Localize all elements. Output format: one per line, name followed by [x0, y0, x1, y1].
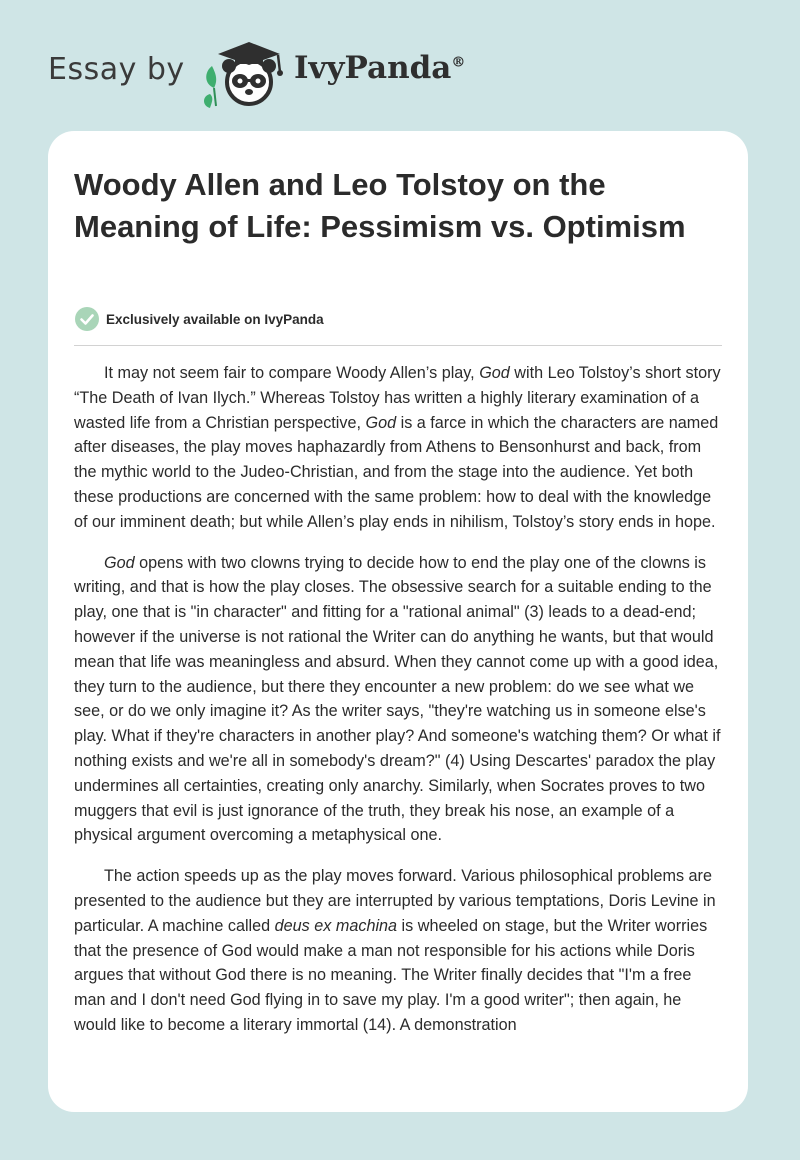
registered-mark: ®: [451, 54, 466, 71]
paragraph: God opens with two clowns trying to decide how to end the play one of the clowns is writing, and that is how the play closes. The obsessive search for a suitable ending to the play, one that is "in character" and fitting for a "rational animal" (3) leads to a dead-end; however if the universe is not rational the Writer can do anything he wants, but that would mean that life was meaningless and absurd. When they cannot come up with a good idea, they turn to the audience, but there they encounter a new problem: do we see what we see, or do we only imagine it? As the writer says, "they're watching us in someone else's play. What if they're characters in another play? And someone's watching them? Or what if nothing exists and we're all in somebody's dream?" (4) Using Descartes' paradox the play undermines all certainties, creating only anarchy. Similarly, when Socrates proves to two muggers that evil is just ignorance of the truth, they break his nose, an example of a physical argument overcoming a metaphysical one.: [74, 553, 721, 845]
essay-body: [74, 361, 722, 1054]
paragraph: It may not seem fair to compare Woody Allen’s play, God with Leo Tolstoy’s short story “The Death of Ivan Ilych.” Whereas Tolstoy has written a highly literary examination of a wasted life from a Christian perspective, God is a farce in which the characters are named after diseases, the play moves haphazardly from Athens to Bensonhurst and back, from the mythic world to the Judeo-Christian, and from the stage into the audience. Yet both these productions are concerned with the same problem: how to deal with the knowledge of our imminent death; but while Allen’s play ends in nihilism, Tolstoy’s story ends in hope.: [74, 364, 721, 531]
panda-graduate-icon[interactable]: [200, 38, 290, 110]
exclusive-badge: [74, 305, 324, 333]
badge-text: Exclusively available on IvyPanda: [106, 311, 324, 327]
brand-name[interactable]: IvyPanda®: [294, 50, 466, 86]
essay-by-label: Essay by: [48, 52, 185, 87]
page-title: Woody Allen and Leo Tolstoy on the Meaning of Life: Pessimism vs. Optimism: [74, 167, 686, 244]
divider: [74, 345, 722, 346]
paragraph: The action speeds up as the play moves forward. Various philosophical problems are presented to the audience but they are interrupted by various temptations, Doris Levine in particular. A machine called deus ex machina is wheeled on stage, but the Writer worries that the presence of God would make a man not responsible for his actions while Doris argues that without God there is no meaning. The Writer finally decides that "I'm a free man and I don't need God flying in to save my play. I'm a good writer"; then again, he would like to become a literary immortal (14). A demonstration: [74, 867, 716, 1034]
check-circle-icon: [74, 306, 100, 332]
site-header: [0, 0, 800, 130]
essay-card: [48, 131, 748, 1112]
